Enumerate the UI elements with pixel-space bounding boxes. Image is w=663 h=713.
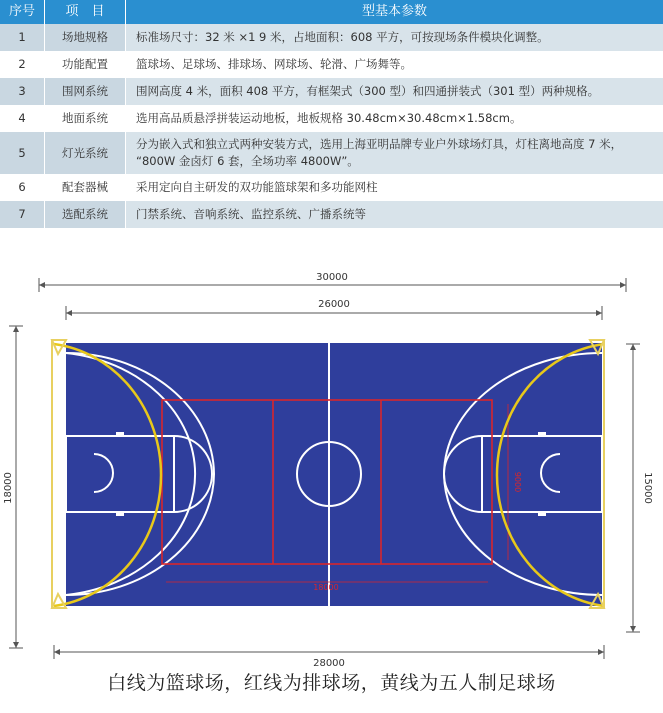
dim-top-inner: 26000 <box>318 299 350 310</box>
row-params: 篮球场、足球场、排球场、网球场、轮滑、广场舞等。 <box>136 57 412 71</box>
table-row <box>0 51 663 78</box>
row-no: 6 <box>0 174 45 201</box>
court-diagram <box>0 256 663 666</box>
row-item: 配套器械 <box>45 174 126 201</box>
row-no: 7 <box>0 201 45 228</box>
row-params: 门禁系统、音响系统、监控系统、广播系统等 <box>136 207 366 221</box>
spec-table <box>0 0 663 228</box>
table-row <box>0 24 663 51</box>
row-no: 4 <box>0 105 45 132</box>
table-row <box>0 78 663 105</box>
dim-top-outer: 30000 <box>316 272 348 283</box>
row-params: 采用定向自主研发的双功能篮球架和多功能网柱 <box>136 180 378 194</box>
table-row <box>0 201 663 228</box>
row-no: 1 <box>0 24 45 51</box>
volleyball-length-label: 18000 <box>313 583 339 592</box>
table-row <box>0 174 663 201</box>
row-params: 围网高度 4 米，面积 408 平方，有框架式（300 型）和四通拼装式（301 型）两种规格。 <box>136 84 600 98</box>
table-row <box>0 105 663 132</box>
header-no: 序号 <box>0 0 45 24</box>
row-item: 围网系统 <box>45 78 126 105</box>
row-params-line: “800W 金卤灯 6 套，全场功率 4800W”。 <box>136 154 359 168</box>
volleyball-width-label: 9000 <box>513 471 522 493</box>
dim-left: 18000 <box>3 472 14 504</box>
row-no: 2 <box>0 51 45 78</box>
row-item: 地面系统 <box>45 105 126 132</box>
header-params: 型基本参数 <box>361 4 427 19</box>
diagram-caption: 白线为篮球场，红线为排球场，黄线为五人制足球场 <box>107 672 556 694</box>
row-item: 功能配置 <box>45 51 126 78</box>
table-header <box>0 0 663 24</box>
header-item: 项 目 <box>45 0 126 24</box>
row-item: 选配系统 <box>45 201 126 228</box>
row-params: 选用高品质悬浮拼装运动地板，地板规格 30.48cm×30.48cm×1.58cm。 <box>136 111 522 125</box>
dim-bottom: 28000 <box>313 658 345 666</box>
row-item: 灯光系统 <box>45 132 126 174</box>
row-params-line: 分为嵌入式和独立式两种安装方式，选用上海亚明品牌专业户外球场灯具，灯柱离地高度 7 米， <box>136 137 623 151</box>
row-no: 3 <box>0 78 45 105</box>
table-row <box>0 132 663 174</box>
row-params: 标准场尺寸：32 米 ×1 9 米，占地面积：608 平方，可按现场条件模块化调整。 <box>136 30 549 44</box>
row-no: 5 <box>0 132 45 174</box>
row-item: 场地规格 <box>45 24 126 51</box>
dim-right: 15000 <box>642 472 653 504</box>
row-params <box>126 132 663 174</box>
